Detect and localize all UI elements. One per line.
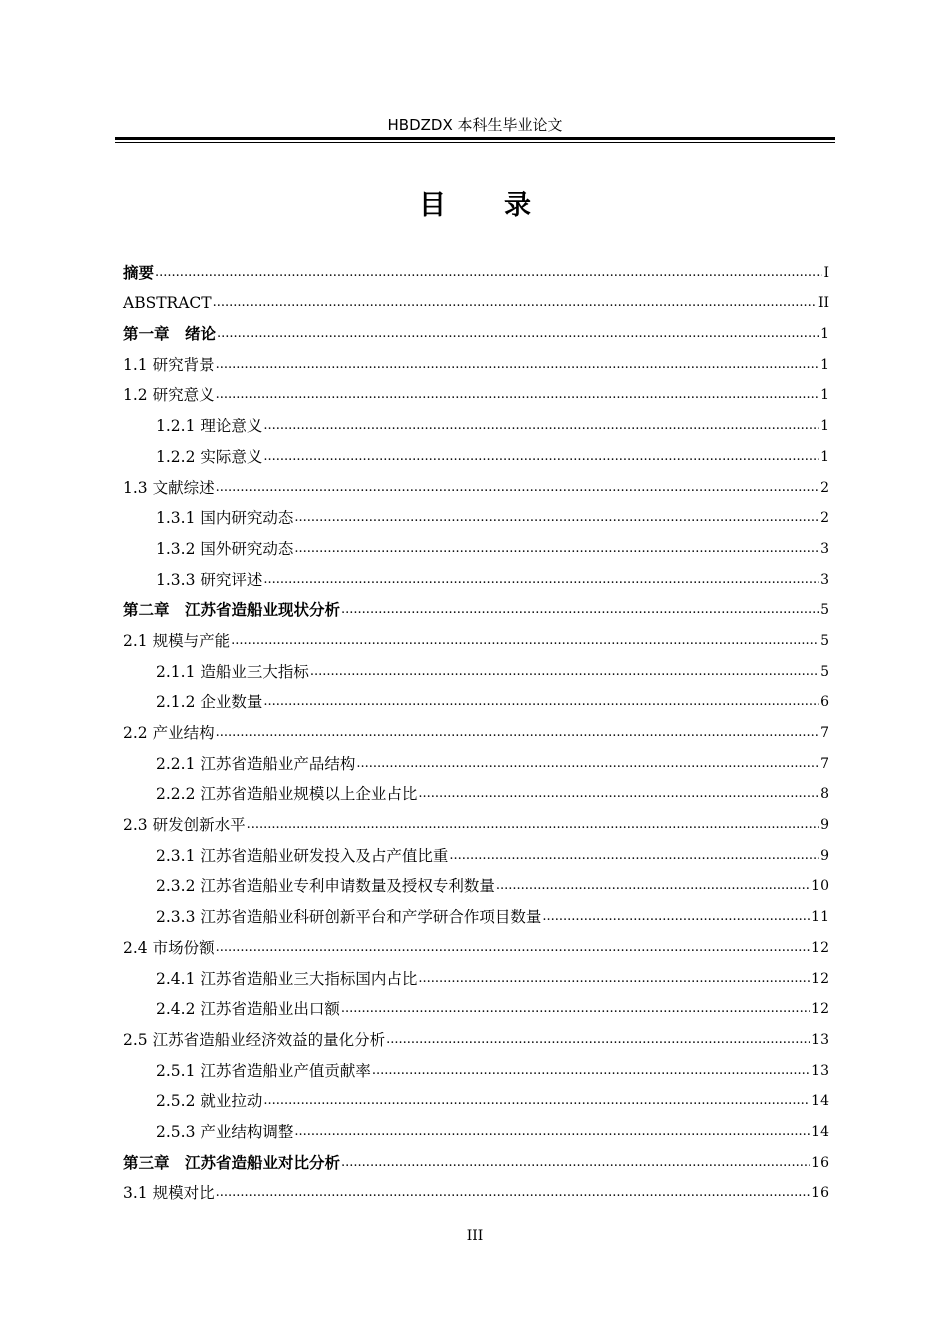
toc-dot-leader bbox=[216, 356, 820, 374]
toc-entry-page: 1 bbox=[820, 326, 829, 343]
toc-entry[interactable] bbox=[123, 990, 829, 1021]
toc-entry-label: 2.3.2 江苏省造船业专利申请数量及授权专利数量 bbox=[156, 877, 495, 896]
running-header: HBDZDX 本科生毕业论文 bbox=[387, 116, 563, 134]
toc-entry-page: 9 bbox=[820, 817, 829, 834]
toc-entry-page: 1 bbox=[820, 356, 829, 373]
toc-entry-page: 12 bbox=[811, 970, 829, 987]
header-rule-thin bbox=[115, 142, 835, 143]
toc-entry-label: 1.2.1 理论意义 bbox=[156, 417, 263, 436]
toc-entry-label: 2.3 研发创新水平 bbox=[123, 816, 246, 835]
toc-dot-leader bbox=[449, 847, 819, 865]
toc-entry-label: 1.3.2 国外研究动态 bbox=[156, 539, 294, 558]
toc-entry[interactable] bbox=[123, 253, 829, 284]
toc-entry[interactable] bbox=[123, 1051, 829, 1082]
toc-entry-page: 7 bbox=[820, 755, 829, 772]
toc-entry-page: 14 bbox=[811, 1093, 829, 1110]
toc-entry[interactable] bbox=[123, 591, 829, 622]
toc-entry[interactable] bbox=[123, 1082, 829, 1113]
toc-entry-page: 5 bbox=[820, 602, 829, 619]
toc-entry-label: 2.4 市场份额 bbox=[123, 938, 215, 957]
toc-entry-label: 2.1.1 造船业三大指标 bbox=[156, 662, 309, 681]
toc-dot-leader bbox=[247, 816, 820, 834]
toc-dot-leader bbox=[213, 294, 817, 312]
toc-entry-label: ABSTRACT bbox=[123, 294, 212, 313]
toc-entry-label: 2.1.2 企业数量 bbox=[156, 693, 263, 712]
toc-dot-leader bbox=[231, 632, 819, 650]
toc-list bbox=[123, 253, 829, 1204]
toc-entry-page: 1 bbox=[820, 448, 829, 465]
toc-entry[interactable] bbox=[123, 1143, 829, 1174]
toc-entry-label: 1.2 研究意义 bbox=[123, 386, 215, 405]
toc-dot-leader bbox=[216, 1184, 811, 1202]
toc-entry-page: 9 bbox=[820, 847, 829, 864]
toc-dot-leader bbox=[216, 939, 811, 957]
toc-entry-label: 2.1 规模与产能 bbox=[123, 631, 231, 650]
toc-entry-label: 2.2.2 江苏省造船业规模以上企业占比 bbox=[156, 785, 418, 804]
toc-dot-leader bbox=[263, 417, 819, 435]
toc-entry-page: 11 bbox=[811, 909, 829, 926]
toc-entry-label: 第一章 绪论 bbox=[123, 325, 217, 344]
toc-dot-leader bbox=[418, 785, 819, 803]
toc-dot-leader bbox=[294, 540, 819, 558]
toc-entry-label: 第三章 江苏省造船业对比分析 bbox=[123, 1153, 341, 1172]
toc-dot-leader bbox=[217, 325, 819, 343]
toc-entry-page: 1 bbox=[820, 418, 829, 435]
toc-entry-page: 13 bbox=[811, 1031, 829, 1048]
toc-entry-page: 16 bbox=[811, 1185, 829, 1202]
toc-entry-page: 3 bbox=[820, 540, 829, 557]
toc-entry-label: 1.1 研究背景 bbox=[123, 355, 215, 374]
toc-entry[interactable] bbox=[123, 437, 829, 468]
toc-entry[interactable] bbox=[123, 1020, 829, 1051]
toc-entry[interactable] bbox=[123, 713, 829, 744]
toc-entry-label: 摘要 bbox=[123, 263, 155, 282]
toc-entry-page: 7 bbox=[820, 725, 829, 741]
toc-entry[interactable] bbox=[123, 314, 829, 345]
toc-entry-label: 3.1 规模对比 bbox=[123, 1184, 215, 1203]
toc-entry-page: II bbox=[817, 295, 829, 312]
toc-entry-page: 3 bbox=[820, 571, 829, 588]
toc-entry-label: 2.5.3 产业结构调整 bbox=[156, 1122, 294, 1141]
toc-dot-leader bbox=[542, 908, 810, 926]
toc-entry[interactable] bbox=[123, 560, 829, 591]
toc-entry[interactable] bbox=[123, 499, 829, 530]
toc-dot-leader bbox=[263, 1092, 810, 1110]
toc-dot-leader bbox=[310, 663, 819, 681]
toc-entry[interactable] bbox=[123, 928, 829, 959]
toc-dot-leader bbox=[356, 755, 819, 773]
toc-entry-label: 1.3 文献综述 bbox=[123, 478, 215, 497]
toc-entry[interactable] bbox=[123, 775, 829, 806]
toc-entry[interactable] bbox=[123, 867, 829, 898]
toc-entry-label: 1.3.3 研究评述 bbox=[156, 570, 263, 589]
toc-entry[interactable] bbox=[123, 284, 829, 315]
toc-entry[interactable] bbox=[123, 805, 829, 836]
toc-dot-leader bbox=[386, 1031, 810, 1049]
toc-entry-page: 8 bbox=[820, 786, 829, 803]
toc-dot-leader bbox=[155, 264, 822, 282]
toc-entry-page: 14 bbox=[811, 1123, 829, 1140]
toc-entry-page: 1 bbox=[820, 387, 829, 404]
toc-dot-leader bbox=[294, 1123, 810, 1141]
toc-entry[interactable] bbox=[123, 376, 829, 407]
toc-entry-label: 2.4.1 江苏省造船业三大指标国内占比 bbox=[156, 969, 418, 988]
toc-entry-page: 13 bbox=[811, 1062, 829, 1079]
toc-dot-leader bbox=[341, 601, 819, 619]
toc-entry[interactable] bbox=[123, 652, 829, 683]
toc-dot-leader bbox=[263, 693, 819, 711]
toc-entry[interactable] bbox=[123, 836, 829, 867]
toc-entry[interactable] bbox=[123, 621, 829, 652]
toc-entry-label: 2.5.1 江苏省造船业产值贡献率 bbox=[156, 1061, 371, 1080]
toc-entry-page: 2 bbox=[820, 479, 829, 496]
toc-title: 目录 bbox=[419, 190, 589, 221]
toc-dot-leader bbox=[263, 571, 819, 589]
toc-entry-page: 12 bbox=[811, 1001, 829, 1018]
toc-entry-label: 2.5.2 就业拉动 bbox=[156, 1092, 263, 1111]
toc-dot-leader bbox=[294, 509, 819, 527]
header-rule-thick bbox=[115, 137, 835, 140]
toc-entry-page: 6 bbox=[820, 694, 829, 711]
toc-entry-label: 1.3.1 国内研究动态 bbox=[156, 509, 294, 528]
toc-dot-leader bbox=[496, 877, 810, 895]
toc-dot-leader bbox=[216, 386, 820, 404]
toc-entry-page: 5 bbox=[820, 663, 829, 680]
toc-entry-page: 2 bbox=[820, 510, 829, 527]
page-number: III bbox=[466, 1228, 484, 1244]
toc-entry[interactable] bbox=[123, 1174, 829, 1205]
toc-entry-page: 10 bbox=[811, 878, 829, 895]
toc-entry-label: 2.2.1 江苏省造船业产品结构 bbox=[156, 754, 356, 773]
toc-entry-label: 2.5 江苏省造船业经济效益的量化分析 bbox=[123, 1030, 386, 1049]
toc-entry-page: 12 bbox=[811, 939, 829, 956]
toc-entry-label: 2.3.3 江苏省造船业科研创新平台和产学研合作项目数量 bbox=[156, 908, 542, 927]
toc-entry-page: 16 bbox=[811, 1154, 829, 1171]
toc-entry[interactable] bbox=[123, 683, 829, 714]
toc-dot-leader bbox=[418, 970, 810, 988]
toc-entry[interactable] bbox=[123, 744, 829, 775]
toc-entry[interactable] bbox=[123, 897, 829, 928]
toc-entry[interactable] bbox=[123, 1112, 829, 1143]
toc-entry[interactable] bbox=[123, 406, 829, 437]
toc-dot-leader bbox=[216, 479, 820, 497]
toc-entry-label: 第二章 江苏省造船业现状分析 bbox=[123, 601, 341, 620]
toc-entry-label: 1.2.2 实际意义 bbox=[156, 447, 263, 466]
toc-entry[interactable] bbox=[123, 529, 829, 560]
toc-entry[interactable] bbox=[123, 959, 829, 990]
toc-entry-label: 2.3.1 江苏省造船业研发投入及占产值比重 bbox=[156, 846, 449, 865]
toc-dot-leader bbox=[372, 1062, 810, 1080]
toc-dot-leader bbox=[216, 724, 820, 742]
toc-dot-leader bbox=[341, 1000, 810, 1018]
toc-entry-label: 2.2 产业结构 bbox=[123, 724, 215, 742]
toc-dot-leader bbox=[341, 1154, 810, 1172]
toc-dot-leader bbox=[263, 448, 819, 466]
toc-entry[interactable] bbox=[123, 468, 829, 499]
toc-entry-label: 2.4.2 江苏省造船业出口额 bbox=[156, 1000, 340, 1019]
toc-entry-page: 5 bbox=[820, 632, 829, 649]
toc-entry-page: I bbox=[823, 264, 829, 281]
toc-entry[interactable] bbox=[123, 345, 829, 376]
